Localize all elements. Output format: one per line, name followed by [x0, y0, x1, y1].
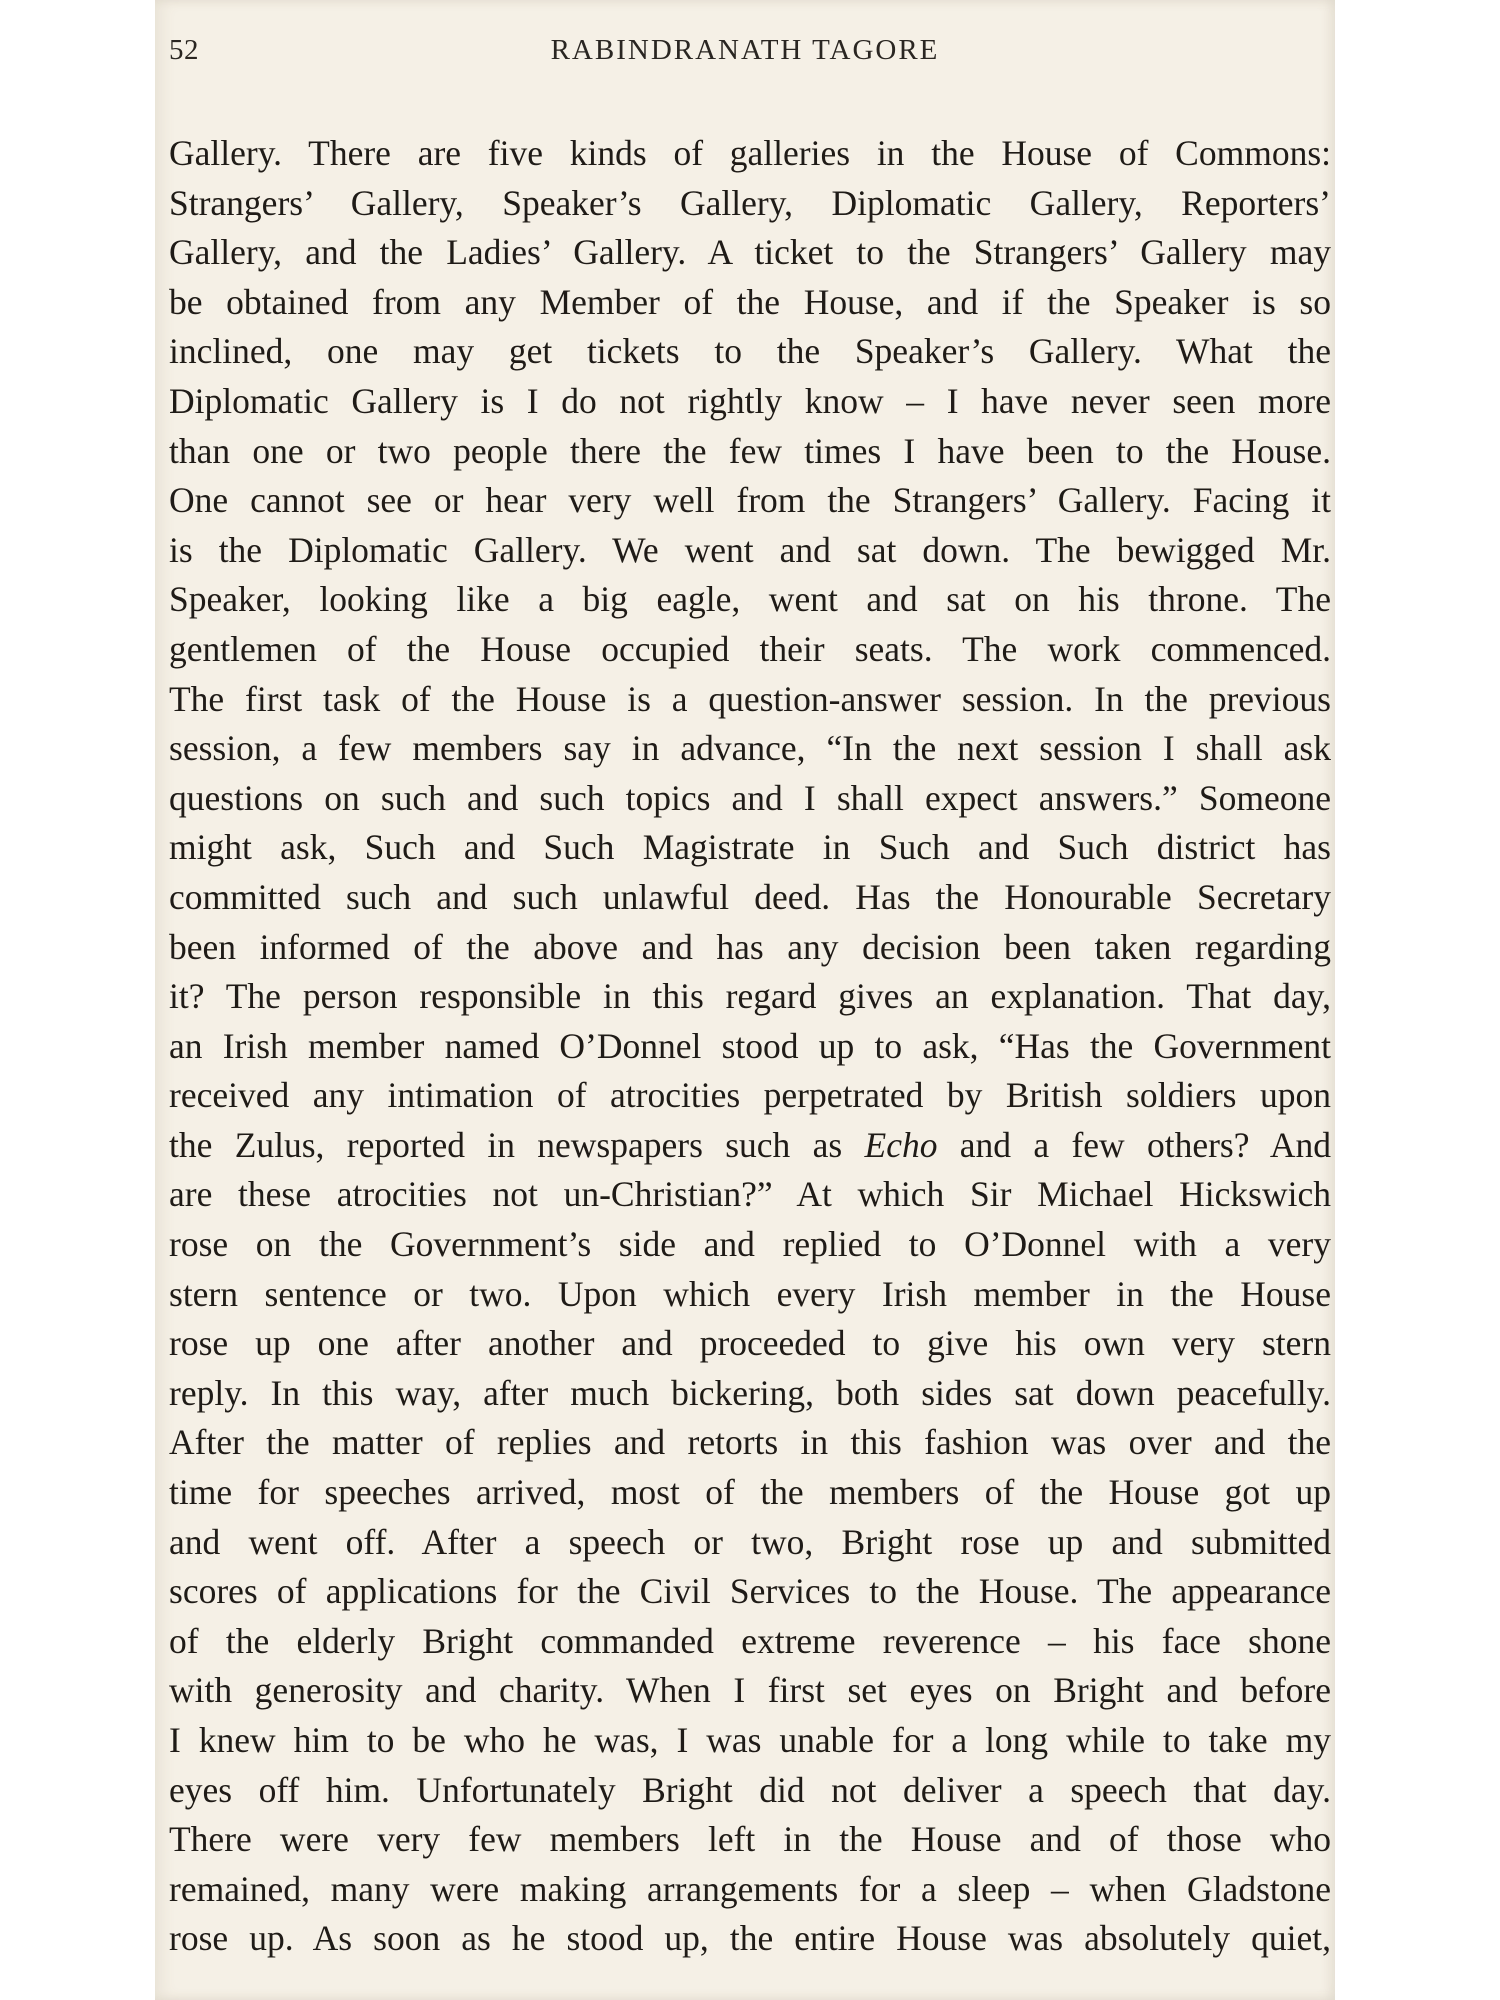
book-page — [155, 0, 1335, 2000]
text-line: are these atrocities not un-Christian?” At which Sir Michael Hickswich — [169, 1174, 1331, 1215]
text-segment: the Zulus, reported in newspapers such as — [169, 1124, 843, 1165]
text-line: eyes off him. Unfortunately Bright did not deliver a speech that day. — [169, 1769, 1331, 1810]
text-line: with generosity and charity. When I first set eyes on Bright and before — [169, 1670, 1331, 1711]
italic-title-echo: Echo — [864, 1124, 938, 1165]
text-line: rose on the Government’s side and replied to O’Donnel with a very — [169, 1224, 1331, 1265]
text-line: be obtained from any Member of the House, and if the Speaker is so — [169, 281, 1331, 322]
running-head — [155, 34, 1335, 78]
text-line: rose up one after another and proceeded to give his own very stern — [169, 1323, 1331, 1364]
text-line: committed such and such unlawful deed. Has the Honourable Secretary — [169, 876, 1331, 917]
text-line: rose up. As soon as he stood up, the entire House was absolutely quiet, — [169, 1918, 1331, 1959]
body-text — [169, 129, 1331, 1964]
text-line: is the Diplomatic Gallery. We went and sat down. The bewigged Mr. — [169, 529, 1331, 570]
text-line: gentlemen of the House occupied their seats. The work commenced. — [169, 628, 1331, 669]
text-line: been informed of the above and has any decision been taken regarding — [169, 926, 1331, 967]
text-line: an Irish member named O’Donnel stood up to ask, “Has the Government — [169, 1025, 1331, 1066]
text-line: remained, many were making arrangements for a sleep – when Gladstone — [169, 1868, 1331, 1909]
text-line: Strangers’ Gallery, Speaker’s Gallery, Diplomatic Gallery, Reporters’ — [169, 182, 1331, 223]
text-line: questions on such and such topics and I shall expect answers.” Someone — [169, 777, 1331, 818]
text-line: scores of applications for the Civil Services to the House. The appearance — [169, 1571, 1331, 1612]
page-number: 52 — [169, 34, 199, 66]
text-line: Gallery. There are five kinds of galleries in the House of Commons: — [169, 133, 1331, 173]
text-line: might ask, Such and Such Magistrate in Such and Such district has — [169, 827, 1331, 868]
text-line: Speaker, looking like a big eagle, went and sat on his throne. The — [169, 579, 1331, 620]
text-line: time for speeches arrived, most of the members of the House got up — [169, 1472, 1331, 1513]
text-line: of the elderly Bright commanded extreme reverence – his face shone — [169, 1620, 1331, 1661]
text-line: and went off. After a speech or two, Bright rose up and submitted — [169, 1521, 1331, 1562]
text-line: stern sentence or two. Upon which every Irish member in the House — [169, 1273, 1331, 1314]
text-line: than one or two people there the few times I have been to the House. — [169, 430, 1331, 471]
text-line-with-italic — [169, 1121, 1331, 1171]
text-line: Diplomatic Gallery is I do not rightly know – I have never seen more — [169, 380, 1331, 421]
text-line: session, a few members say in advance, “In the next session I shall ask — [169, 728, 1331, 769]
text-line: reply. In this way, after much bickering, both sides sat down peacefully. — [169, 1372, 1331, 1413]
text-segment: and a few others? And — [959, 1124, 1331, 1165]
text-line: it? The person responsible in this regard gives an explanation. That day, — [169, 976, 1331, 1017]
text-line: I knew him to be who he was, I was unable for a long while to take my — [169, 1720, 1331, 1760]
text-line: received any intimation of atrocities perpetrated by British soldiers upon — [169, 1075, 1331, 1116]
text-line: One cannot see or hear very well from the Strangers’ Gallery. Facing it — [169, 480, 1331, 521]
text-line: After the matter of replies and retorts in this fashion was over and the — [169, 1422, 1331, 1463]
text-line: There were very few members left in the House and of those who — [169, 1819, 1331, 1860]
running-title: RABINDRANATH TAGORE — [550, 34, 940, 66]
text-line: Gallery, and the Ladies’ Gallery. A ticket to the Strangers’ Gallery may — [169, 232, 1331, 273]
text-line: inclined, one may get tickets to the Speaker’s Gallery. What the — [169, 331, 1331, 372]
text-line: The first task of the House is a question-answer session. In the previous — [169, 678, 1331, 719]
